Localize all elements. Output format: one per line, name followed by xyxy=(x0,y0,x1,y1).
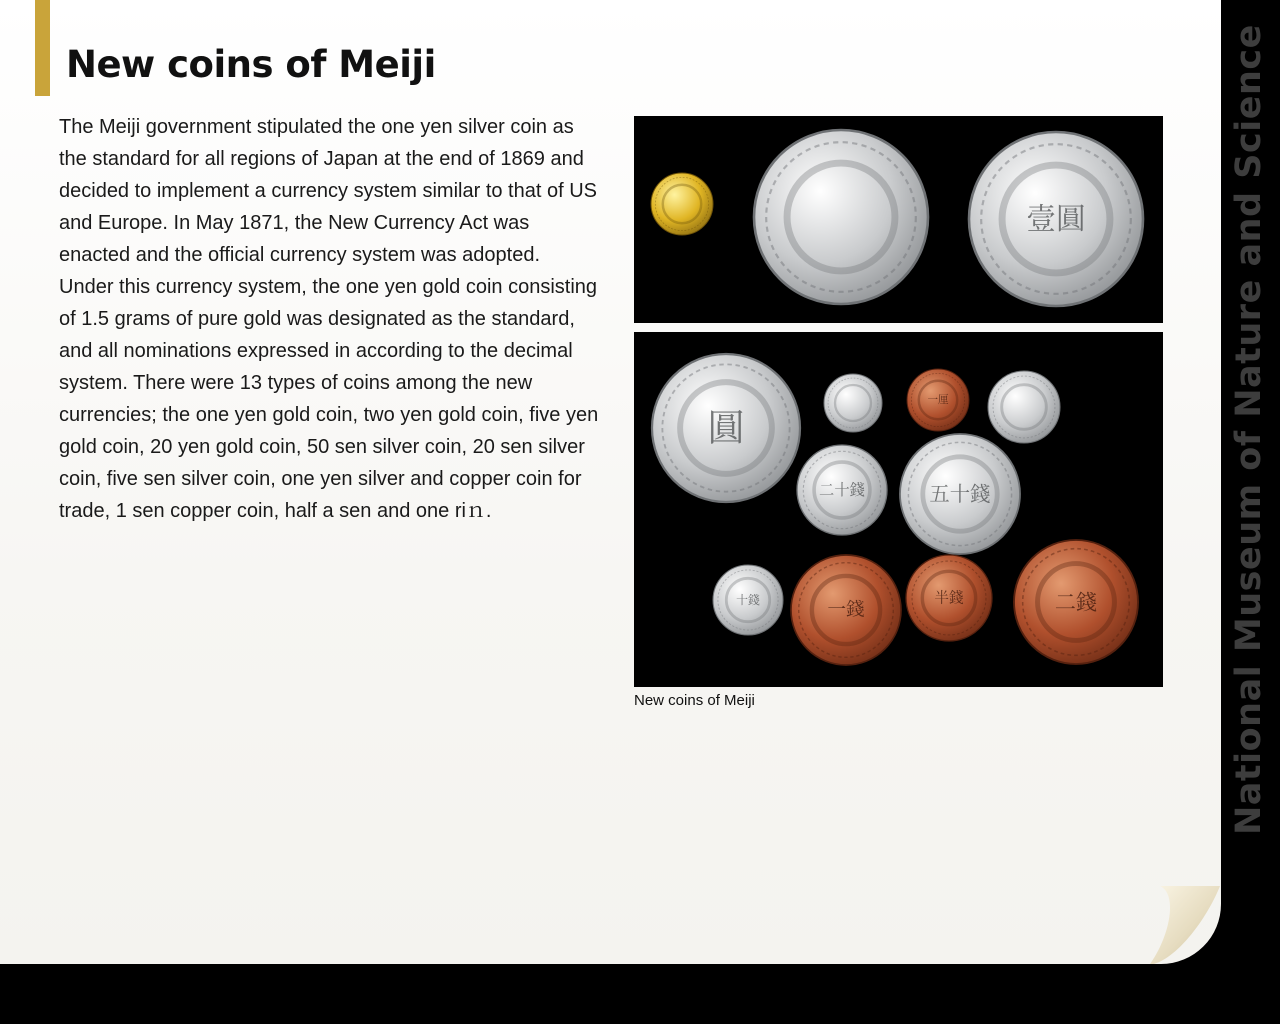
coin-inscription: 一厘 xyxy=(927,394,949,406)
title-accent-bar xyxy=(35,0,50,96)
copper-coin xyxy=(1014,540,1138,664)
silver-coin xyxy=(797,445,887,535)
page-curl xyxy=(1150,886,1220,964)
coin-inscription: 壹圓 xyxy=(1026,202,1086,236)
body-text: The Meiji government stipulated the one yen silver coin as the standard for all regions of Japan at the end of 1869 and decided to implement a currency system similar to that of US and Europe. In May 1871, the New Currency Act was enacted and the official currency system was adopted. Under this currency system, the one yen gold coin consisting of 1.5 grams of pure gold was designated as the standard, and all nominations expressed in according to the decimal system. There were 13 types of coins among the new currencies; the one yen gold coin, two yen gold coin, five yen gold coin, 20 yen gold coin, 50 sen silver coin, 20 sen silver coin, five sen silver coin, one yen silver and copper coin for trade, 1 sen copper coin, half a sen and one riｎ. xyxy=(59,116,599,522)
silver-coin xyxy=(754,130,928,304)
silver-coin xyxy=(988,371,1060,443)
coin-inscription: 二錢 xyxy=(1054,589,1098,615)
copper-coin xyxy=(791,555,901,665)
coin-inscription: 十錢 xyxy=(736,593,760,607)
page-title: New coins of Meiji xyxy=(66,43,436,86)
coin-inscription: 一錢 xyxy=(827,599,865,621)
copper-coin xyxy=(907,369,969,431)
coin-inscription: 二十錢 xyxy=(819,481,865,499)
silver-coin xyxy=(652,354,800,502)
museum-name-vertical: National Museum of Nature and Science xyxy=(1229,24,1269,835)
coin-inscription: 圓 xyxy=(707,406,745,450)
silver-coin xyxy=(969,132,1143,306)
coins-photo-bottom xyxy=(634,332,1163,687)
silver-coin xyxy=(824,374,882,432)
gold-coin xyxy=(651,173,713,235)
coins-photo-top xyxy=(634,116,1163,323)
coin-inscription: 半錢 xyxy=(934,589,964,607)
photo-caption: New coins of Meiji xyxy=(634,692,755,709)
copper-coin xyxy=(906,555,992,641)
silver-coin xyxy=(900,434,1020,554)
silver-coin xyxy=(713,565,783,635)
coin-inscription: 五十錢 xyxy=(929,482,991,506)
